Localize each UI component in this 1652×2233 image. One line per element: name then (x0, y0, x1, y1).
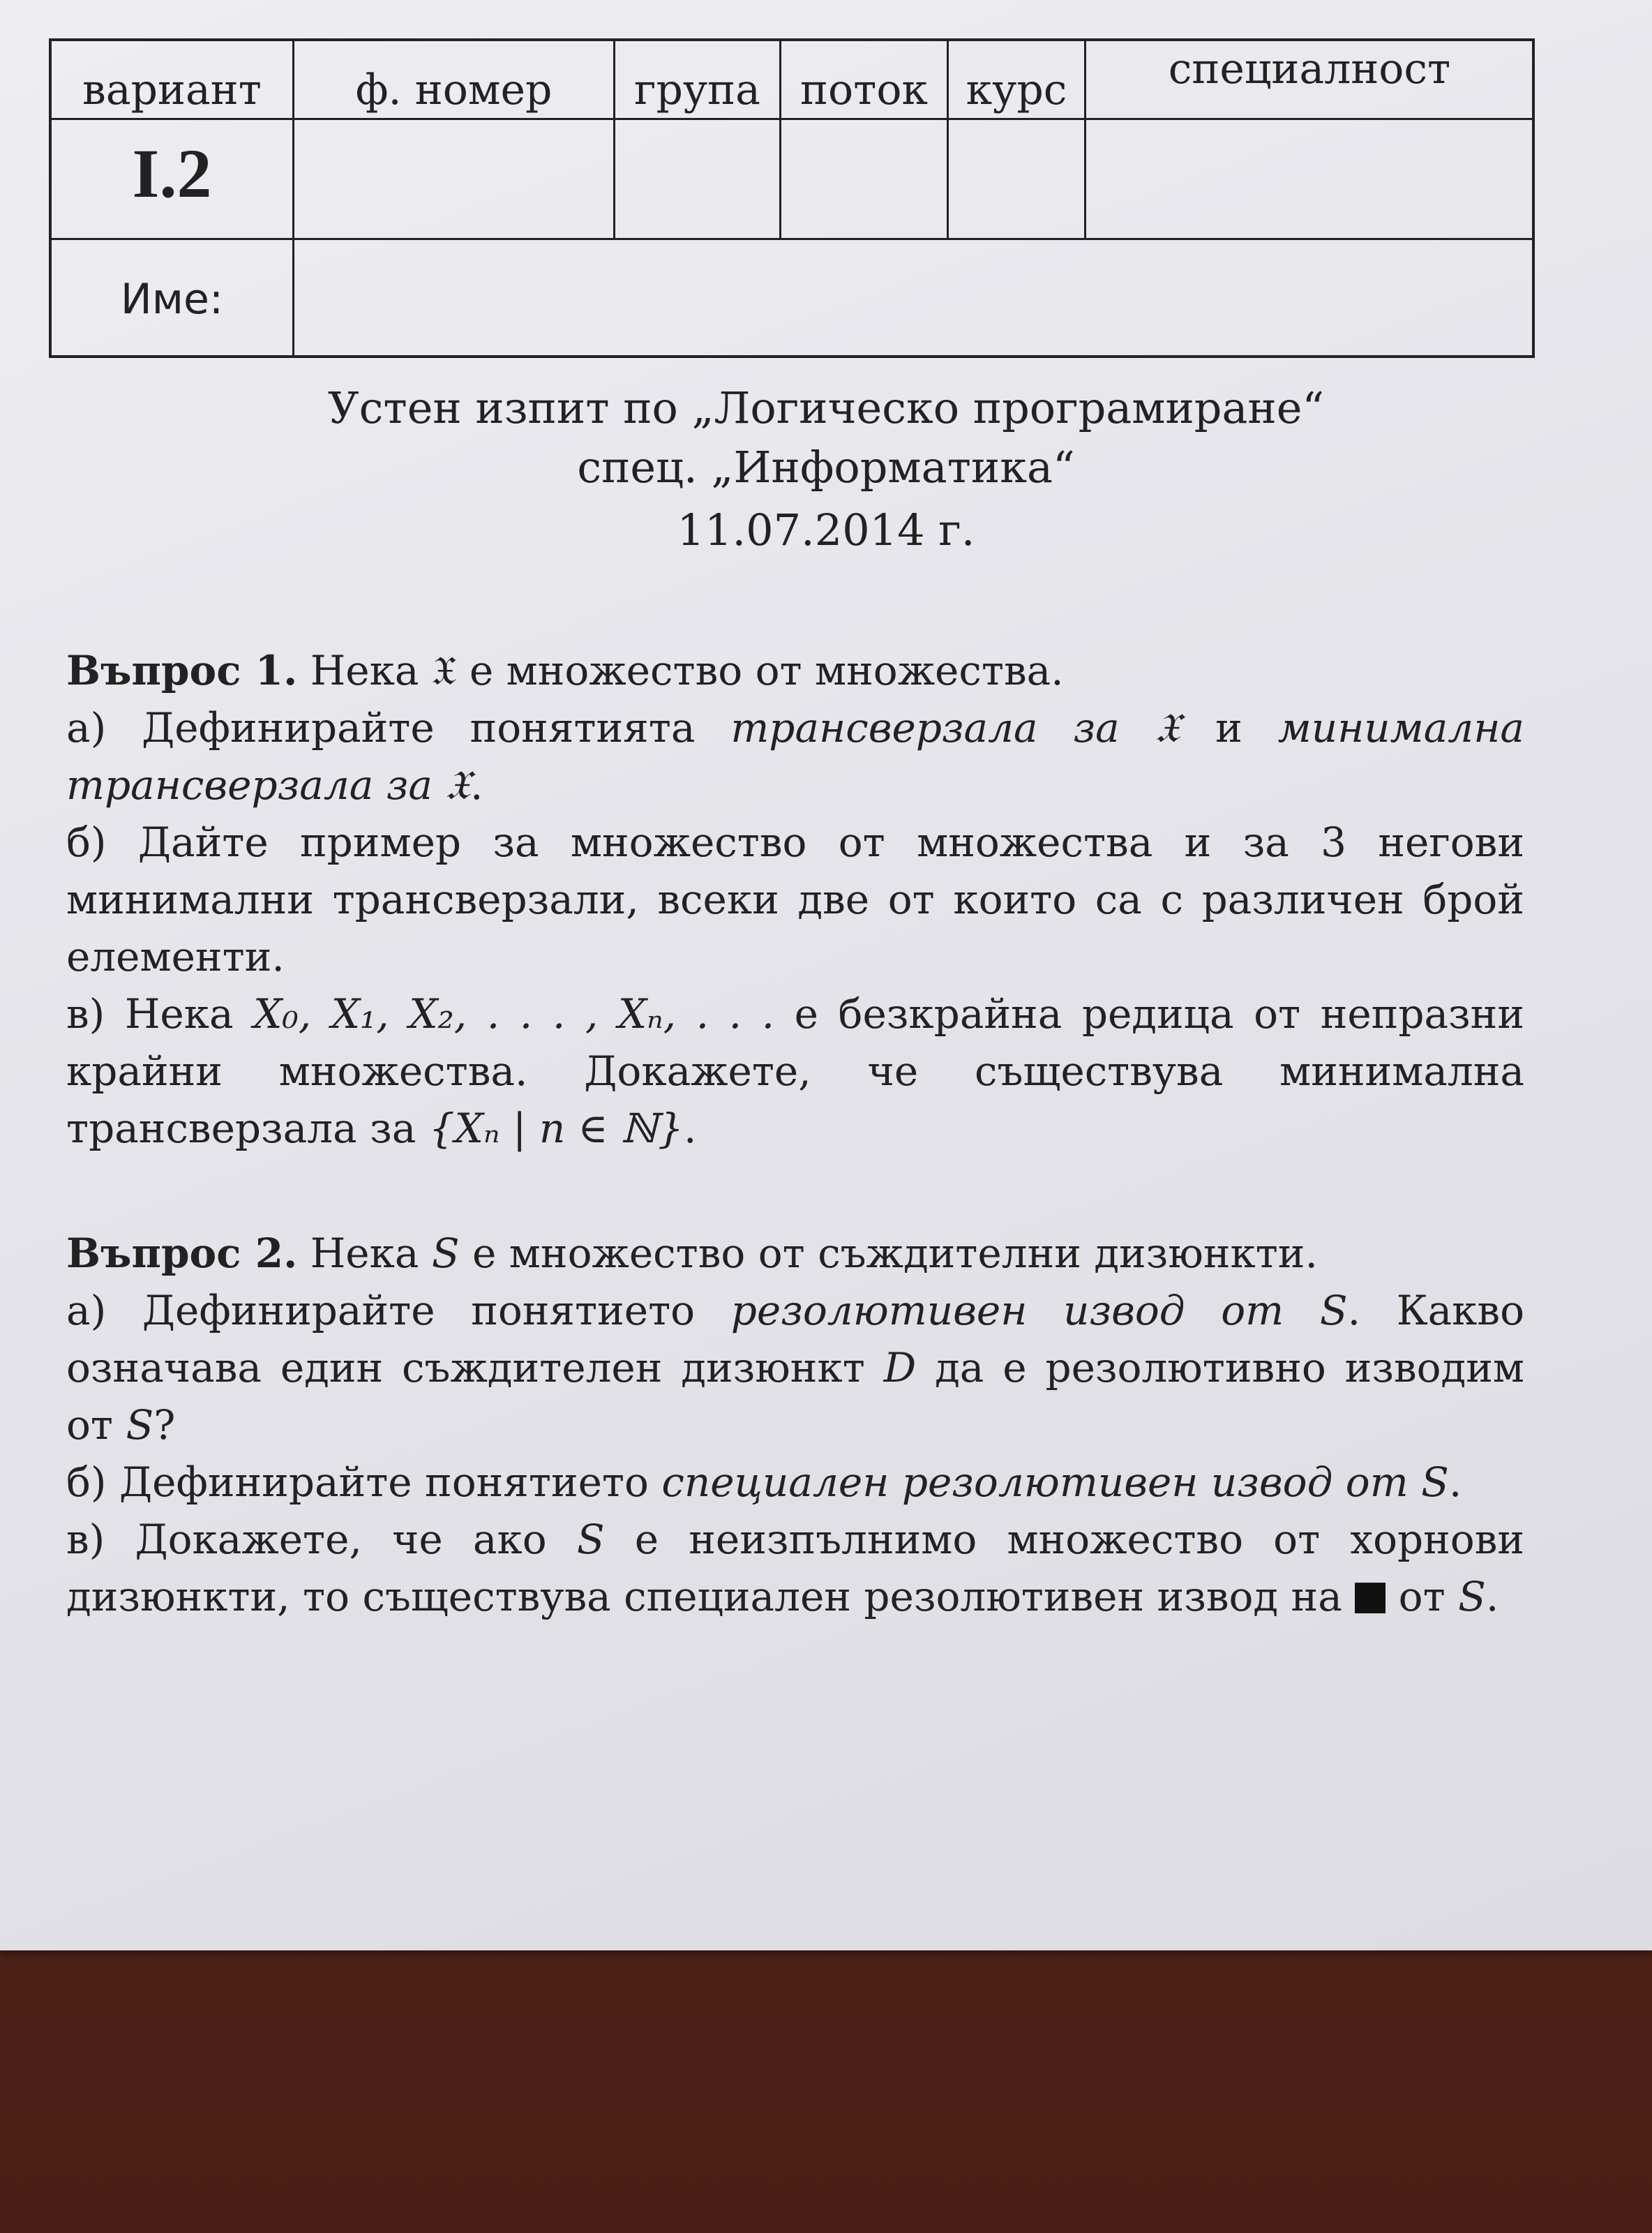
specialty-field[interactable] (1086, 120, 1533, 238)
student-info-table (49, 38, 1535, 358)
specialty-label: специалност (1168, 45, 1451, 94)
stream-field[interactable] (781, 120, 947, 238)
variant-value: I.2 (132, 135, 212, 212)
question-2-part-c (66, 1511, 1524, 1625)
question-2-part-b (66, 1454, 1524, 1511)
part-a-text: ? (153, 1401, 176, 1449)
part-b-text: . (1448, 1458, 1462, 1506)
question-1-part-c (66, 985, 1524, 1157)
symbol-S: S (1458, 1573, 1486, 1620)
question-1-title: Въпрос 1. (66, 647, 298, 694)
question-1-part-b: б) Дайте пример за множество от множества и за 3 негови минимални трансверзали, всеки две от които са с различен брой елементи. (66, 819, 1524, 980)
exam-specialty: спец. „Информатика“ (577, 442, 1075, 493)
part-a-text: . (470, 761, 483, 809)
part-a-text: . Какво означава един съждителен дизюнкт (66, 1287, 1524, 1391)
part-c-text: . (1485, 1573, 1499, 1620)
exam-date: 11.07.2014 г. (677, 505, 975, 555)
question-2-title: Въпрос 2. (66, 1230, 298, 1277)
part-c-text: е безкрайна редица от непразни крайни множества. Докажете, че съществува минимална трансверзала за (66, 990, 1524, 1152)
question-2 (66, 1225, 1524, 1625)
question-1-part-a (66, 699, 1524, 814)
part-a-text: а) Дефинирайте понятията (66, 704, 731, 752)
faculty-number-field[interactable] (294, 120, 613, 238)
question-1-intro-text: Нека 𝔛 е множество от множества. (310, 647, 1064, 694)
part-a-text: да е резолютивно изводим от (66, 1344, 1524, 1449)
part-b-text: б) Дефинирайте понятието (66, 1458, 662, 1506)
intro-text: е множество от съждителни дизюнкти. (459, 1230, 1318, 1277)
exam-title: Устен изпит по „Логическо програмиране“ (327, 382, 1325, 433)
set-formula: {Xₙ | n ∈ ℕ} (428, 1105, 684, 1152)
question-1-intro (66, 642, 1524, 699)
empty-clause-icon (1355, 1583, 1386, 1613)
part-c-text: в) Нека (66, 990, 254, 1038)
name-label: Име: (120, 275, 224, 324)
question-1 (66, 642, 1524, 1157)
stream-label: поток (800, 66, 928, 114)
part-c-text: от (1386, 1573, 1459, 1620)
course-label: курс (966, 66, 1067, 114)
faculty-number-label: ф. номер (355, 66, 553, 114)
term-transversal: трансверзала за 𝔛 (730, 704, 1180, 752)
intro-text: Нека (310, 1230, 432, 1277)
question-2-intro (66, 1225, 1524, 1282)
group-field[interactable] (615, 120, 779, 238)
term-minimal-transversal: минимална трансверзала за 𝔛 (66, 704, 1525, 809)
part-a-text: и (1180, 704, 1278, 752)
sequence-formula: X₀, X₁, X₂, . . . , Xₙ, . . . (253, 990, 775, 1038)
course-field[interactable] (949, 120, 1084, 238)
part-a-text: а) Дефинирайте понятието (66, 1287, 731, 1334)
term-special-resolution-derivation: специален резолютивен извод от S (661, 1458, 1449, 1506)
part-c-text: е неизпълнимо множество от хорнови дизюнкти, то съществува специален резолютивен извод на (66, 1516, 1525, 1620)
name-field[interactable] (294, 240, 1533, 358)
question-2-part-a (66, 1282, 1524, 1454)
symbol-S: S (431, 1230, 460, 1277)
symbol-S: S (576, 1516, 605, 1563)
symbol-S: S (126, 1401, 154, 1449)
term-resolution-derivation: резолютивен извод от S (730, 1287, 1348, 1334)
symbol-D: D (883, 1344, 917, 1391)
part-c-text: в) Докажете, че ако (66, 1516, 577, 1563)
variant-label: вариант (82, 66, 262, 114)
part-c-text: . (683, 1105, 697, 1152)
group-label: група (634, 66, 760, 114)
